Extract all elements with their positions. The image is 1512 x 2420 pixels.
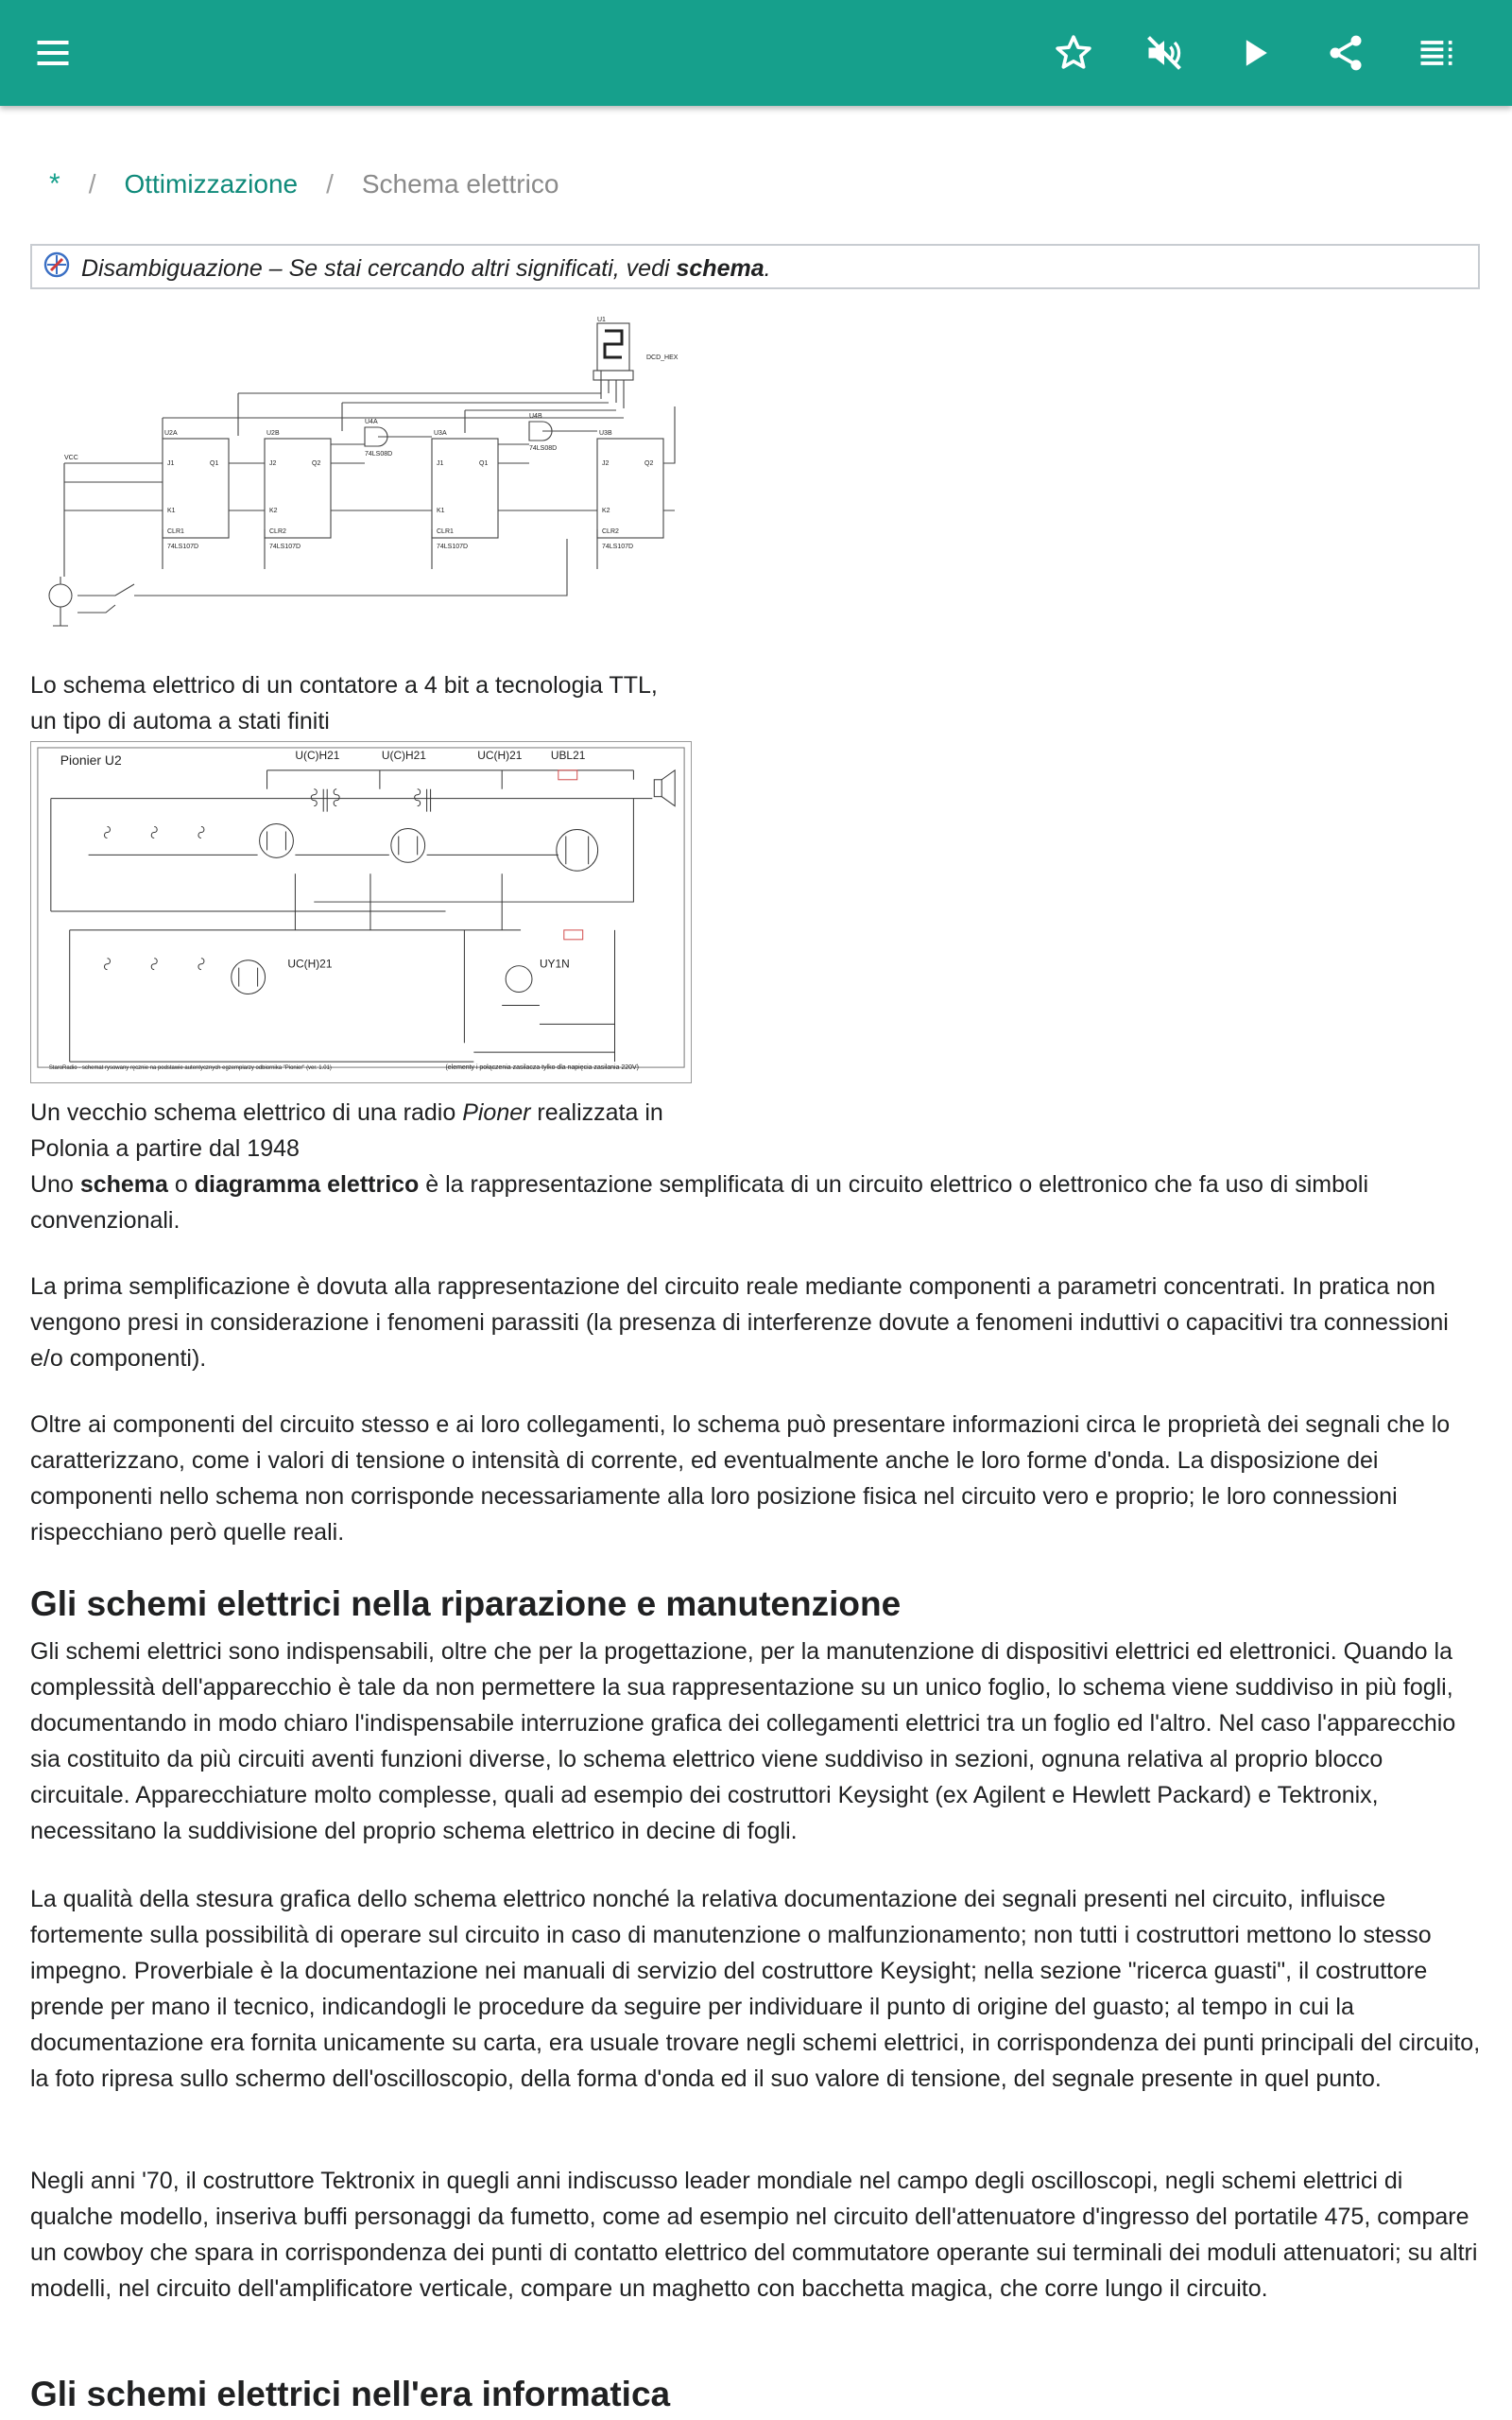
fig1-pin-k1-b: K1 [437,508,445,514]
fig1-label-and-1: 74LS08D [365,451,393,458]
fig1-label-vcc: VCC [64,455,78,461]
fig2-label-footer: StaroRadio - schemat rysowany ręcznie na podstawie autentycznych egzemplarzy odbiornika "Pionier" (ver. 1.01) [48,1065,332,1072]
volume-off-icon[interactable] [1138,26,1191,79]
fig1-label-ff-2: 74LS107D [269,544,301,550]
fig1-pin-k2-b: K2 [602,508,610,514]
fig1-label-u3a: U3A [434,430,447,437]
fig2-label-title: Pionier U2 [60,752,122,768]
fig1-label-u2b: U2B [266,430,280,437]
disambiguation-link[interactable]: schema [676,255,765,282]
star-outline-icon[interactable] [1047,26,1100,79]
fig1-pin-q1-b: Q1 [479,460,489,467]
ttl-counter-schematic-image [30,312,692,662]
section1-paragraph-2: La qualità della stesura grafica dello schema elettrico nonché la relativa documentazione dei segnali presenti nel circuito, influisce fortemente sulla possibilità di operare sul circuito in caso di manutenzione o malfunzionamento; non tutti i costruttori mettono lo stesso impegno. Proverbiale è la documentazione nei manuali di servizio del costruttore Keysight; nella sezione "ricerca guasti", il costruttore prende per mano il tecnico, indicandogli le procedure da seguire per individuare il punto di origine del guasto; al tempo in cui la documentazione era fornita unicamente su carta, era usuale trovare negli schemi elettrici, in corrispondenza dei punti principali del circuito, la foto ripresa sullo schermo dell'oscilloscopio, della forma d'onda ed il suo valore di tensione, del segnale presente in quel punto. [30,1886,1481,2092]
fig1-label-ff-4: 74LS107D [602,544,634,550]
figure1-caption-line2: un tipo di automa a stati finiti [30,708,330,735]
fig1-label-u4b: U4B [529,413,542,420]
fig1-pin-clr1: CLR1 [167,528,184,535]
breadcrumb-parent-link[interactable]: Ottimizzazione [124,169,299,199]
fig1-pin-q2-b: Q2 [644,460,654,467]
hamburger-menu-icon[interactable] [26,26,79,79]
breadcrumb-separator: / [326,169,334,199]
intro-p1-text-end: è la rappresentazione semplificata di un circuito elettrico o elettronico che fa uso di simboli convenzionali. [30,1171,1369,1234]
fig1-pin-q2: Q2 [312,460,321,467]
pionier-radio-schematic-image [30,741,692,1083]
figure2-caption-line2: Polonia a partire dal 1948 [30,1135,300,1162]
table-of-contents-icon[interactable] [1410,26,1463,79]
intro-p1-text: Uno [30,1171,80,1198]
figure2-caption-prefix: Un vecchio schema elettrico di una radio [30,1099,463,1126]
fig1-label-dcd: DCD_HEX [646,354,679,361]
breadcrumb [49,168,558,200]
breadcrumb-separator: / [88,169,96,199]
fig1-pin-clr2: CLR2 [269,528,286,535]
figure2-caption-line1 [30,1095,711,1131]
play-icon[interactable] [1228,26,1281,79]
figure2-caption-italic: Pioner [462,1099,531,1126]
fig2-label-tube4: UBL21 [550,748,586,762]
fig2-label-tube6: UY1N [539,957,570,971]
figure1-caption [30,667,711,739]
intro-paragraph-3: Oltre ai componenti del circuito stesso e ai loro collegamenti, lo schema può presentare informazioni circa le proprietà dei segnali che lo caratterizzano, come i valori di tensione o intensità di corrente, ed eventualmente anche le loro forme d'onda. La disposizione dei componenti nello schema non corrisponde necessariamente alla loro posizione fisica nel circuito vero e proprio; le loro connessioni rispecchiano però quelle reali. [30,1411,1451,1546]
disambiguation-text [81,255,771,283]
figure2-caption-suffix: realizzata in [530,1099,663,1126]
fig2-label-tube5: UC(H)21 [287,957,333,971]
fig1-pin-q1: Q1 [210,460,219,467]
fig1-label-u4a: U4A [365,419,378,425]
fig1-label-u1: U1 [597,317,606,323]
figure1-caption-line1: Lo schema elettrico di un contatore a 4 bit a tecnologia TTL, [30,672,658,699]
fig1-pin-k1: K1 [167,508,176,514]
fig2-label-note: (elementy i połączenia zasilacza tylko dla napięcia zasilania 220V) [445,1064,639,1072]
fig1-pin-k2: K2 [269,508,278,514]
intro-paragraph-2: La prima semplificazione è dovuta alla rappresentazione del circuito reale mediante componenti a parametri concentrati. In pratica non vengono presi in considerazione i fenomeni parassiti (la presenza di interferenze dovute a fenomeni induttivi o capacitivi tra connessioni e/o componenti). [30,1273,1449,1372]
fig1-pin-clr2-b: CLR2 [602,528,619,535]
disambiguation-icon [42,250,72,280]
fig1-pin-j1-b: J1 [437,460,444,467]
intro-p1-text-mid: o [167,1171,195,1198]
top-app-bar [0,0,1512,106]
fig2-label-tube1: U(C)H21 [295,748,340,762]
fig1-pin-j1: J1 [167,460,175,467]
breadcrumb-home-link[interactable]: * [49,168,60,199]
fig1-label-u2a: U2A [164,430,178,437]
fig1-pin-j2-b: J2 [602,460,610,467]
section1-paragraph-3: Negli anni '70, il costruttore Tektronix in quegli anni indiscusso leader mondiale nel campo degli oscilloscopi, negli schemi elettrici di qualche modello, inseriva buffi personaggi da fumetto, come ad esempio nel circuito dell'attenuatore d'ingresso del portatile 475, compare un cowboy che spara in corrispondenza dei punti di contatto elettrico del commutatore operante sui terminali dei moduli attenuatori; su altri modelli, nel circuito dell'amplificatore verticale, compare un maghetto con bacchetta magica, che corre lungo il circuito. [30,2168,1478,2302]
fig2-label-tube2: U(C)H21 [381,748,426,762]
disambiguation-notice [30,244,1480,289]
fig1-label-u3b: U3B [599,430,612,437]
fig1-label-ff-1: 74LS107D [167,544,199,550]
intro-p1-bold-schema: schema [79,1171,168,1198]
section-heading-era-informatica: Gli schemi elettrici nell'era informatica [30,2375,671,2413]
disambiguation-prefix: Disambiguazione – Se stai cercando altri significati, vedi [81,255,677,282]
intro-p1-bold-diagramma: diagramma elettrico [194,1171,420,1198]
fig1-pin-j2: J2 [269,460,277,467]
section-heading-riparazione: Gli schemi elettrici nella riparazione e manutenzione [30,1584,902,1623]
fig2-label-tube3: UC(H)21 [477,748,523,762]
fig1-pin-clr1-b: CLR1 [437,528,454,535]
share-icon[interactable] [1319,26,1372,79]
intro-paragraph-1 [30,1167,1486,1238]
fig1-label-ff-3: 74LS107D [437,544,469,550]
section1-paragraph-1: Gli schemi elettrici sono indispensabili, oltre che per la progettazione, per la manutenzione di dispositivi elettrici ed elettronici. Quando la complessità dell'apparecchio è tale da non permettere la sua rappresentazione su un unico foglio, lo schema viene suddiviso in più fogli, documentando in modo chiaro l'indispensabile interruzione grafica dei collegamenti elettrici tra un foglio ed l'altro. Nel caso l'apparecchio sia costituito da più circuiti aventi funzioni diverse, lo schema elettrico viene suddiviso in sezioni, ognuna relativa al proprio blocco circuitale. Apparecchiature molto complesse, quali ad esempio dei costruttori Keysight (ex Agilent e Hewlett Packard) e Tektronix, necessitano la suddivisione del proprio schema elettrico in decine di fogli. [30,1638,1456,1844]
fig1-label-and-2: 74LS08D [529,445,558,452]
figure2-caption [30,1095,711,1167]
breadcrumb-current: Schema elettrico [361,169,559,199]
disambiguation-suffix: . [764,255,771,282]
